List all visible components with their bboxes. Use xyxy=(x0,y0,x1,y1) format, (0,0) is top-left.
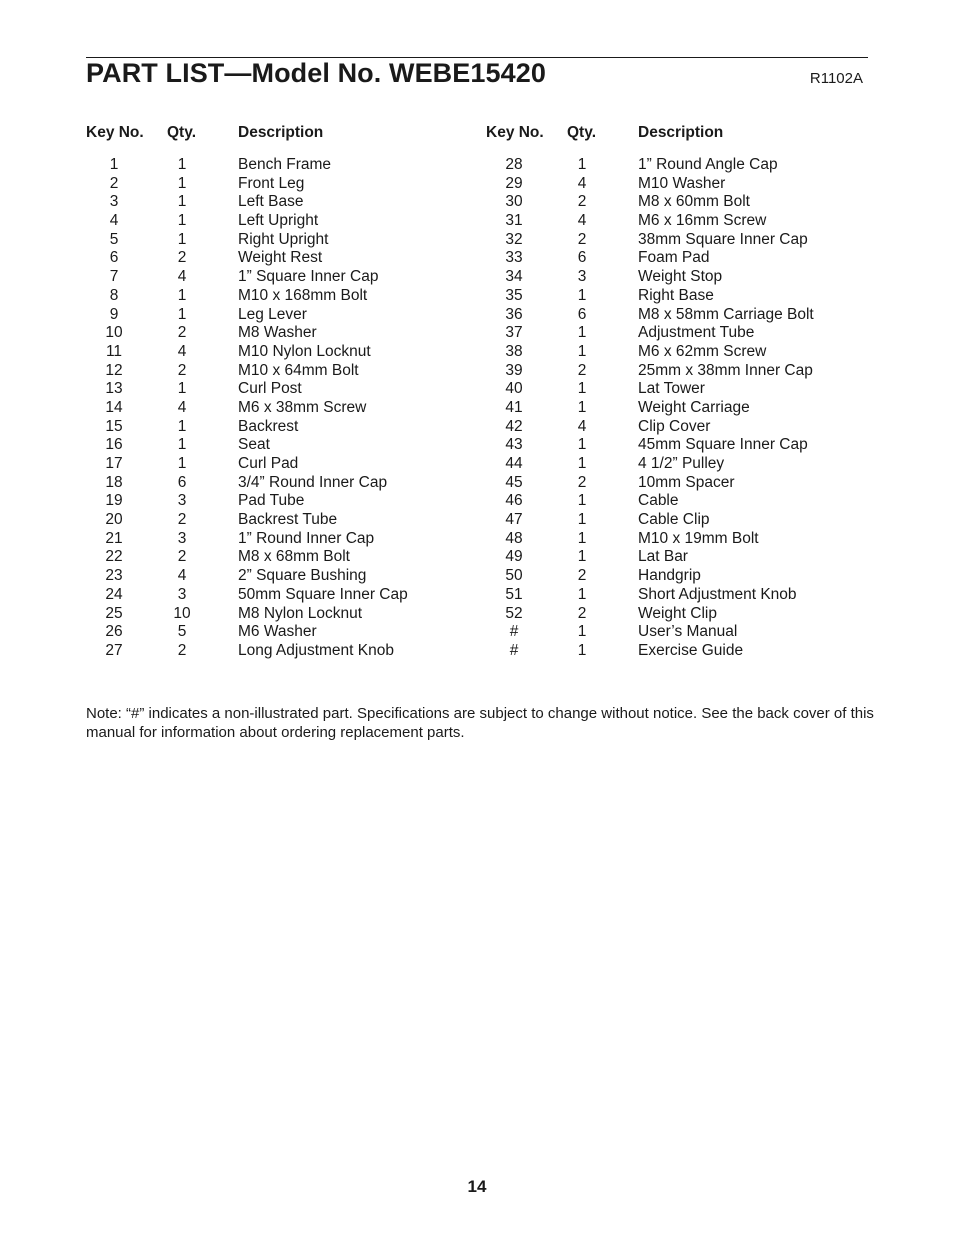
table-row xyxy=(86,492,468,511)
table-row xyxy=(486,455,868,474)
part-description: M8 x 68mm Bolt xyxy=(238,548,350,566)
page-title: PART LIST—Model No. WEBE15420 xyxy=(86,58,546,88)
part-key-no: 46 xyxy=(505,492,523,510)
part-description: Clip Cover xyxy=(638,417,711,435)
part-description: Long Adjustment Knob xyxy=(238,641,394,659)
table-row xyxy=(86,343,468,362)
part-key-no: 6 xyxy=(109,249,119,267)
part-qty: 4 xyxy=(177,398,187,416)
part-key-no: 2 xyxy=(109,174,119,192)
part-description: 1” Square Inner Cap xyxy=(238,268,379,286)
table-row xyxy=(486,418,868,437)
table-row xyxy=(486,548,868,567)
table-row xyxy=(86,362,468,381)
part-description: 50mm Square Inner Cap xyxy=(238,585,408,603)
part-key-no: 33 xyxy=(505,249,523,267)
part-key-no: 13 xyxy=(105,380,123,398)
part-qty: 1 xyxy=(177,436,187,454)
part-key-no: 7 xyxy=(109,268,119,286)
part-key-no: 29 xyxy=(505,174,523,192)
part-qty: 1 xyxy=(577,342,587,360)
part-key-no: 14 xyxy=(105,398,123,416)
table-row xyxy=(486,324,868,343)
part-key-no: 39 xyxy=(505,361,523,379)
table-row xyxy=(86,268,468,287)
part-key-no: 22 xyxy=(105,548,123,566)
table-row xyxy=(486,175,868,194)
part-description: 45mm Square Inner Cap xyxy=(638,436,808,454)
table-row xyxy=(486,511,868,530)
part-key-no: 19 xyxy=(105,492,123,510)
part-description: Leg Lever xyxy=(238,305,307,323)
part-description: Front Leg xyxy=(238,174,305,192)
part-qty: 1 xyxy=(577,641,587,659)
part-qty: 2 xyxy=(577,473,587,491)
part-qty: 1 xyxy=(177,417,187,435)
part-qty: 2 xyxy=(177,641,187,659)
part-key-no: 41 xyxy=(505,398,523,416)
part-qty: 2 xyxy=(177,249,187,267)
part-qty: 1 xyxy=(577,286,587,304)
part-description: 1” Round Inner Cap xyxy=(238,529,375,547)
table-row xyxy=(86,231,468,250)
part-key-no: 36 xyxy=(505,305,523,323)
part-key-no: 30 xyxy=(505,193,523,211)
table-row xyxy=(86,605,468,624)
part-qty: 1 xyxy=(177,156,187,173)
part-description: Weight Rest xyxy=(238,249,323,267)
table-header xyxy=(486,124,868,144)
table-header xyxy=(86,124,468,144)
table-row xyxy=(486,287,868,306)
part-qty: 1 xyxy=(577,398,587,416)
part-description: M10 x 19mm Bolt xyxy=(638,529,759,547)
table-row xyxy=(86,249,468,268)
part-description: Curl Pad xyxy=(238,455,299,472)
part-key-no: 49 xyxy=(505,548,523,566)
part-description: Lat Tower xyxy=(638,380,705,398)
part-description: Backrest xyxy=(238,417,299,435)
part-description: Weight Stop xyxy=(638,268,723,286)
table-row xyxy=(486,156,868,175)
part-description: 3/4” Round Inner Cap xyxy=(238,473,388,491)
table-row xyxy=(486,567,868,586)
part-qty: 1 xyxy=(177,230,187,248)
part-qty: 2 xyxy=(177,361,187,379)
table-row xyxy=(86,548,468,567)
part-description: Handgrip xyxy=(638,567,701,585)
table-row xyxy=(486,474,868,493)
table-row xyxy=(486,249,868,268)
part-key-no: 47 xyxy=(505,511,523,529)
part-key-no: 38 xyxy=(505,342,523,360)
part-qty: 4 xyxy=(577,212,587,230)
part-description: M8 Washer xyxy=(238,324,317,342)
part-key-no: 32 xyxy=(505,230,523,248)
part-qty: 2 xyxy=(177,548,187,566)
key-no-header: Key No. xyxy=(86,124,144,141)
part-key-no: # xyxy=(509,641,519,659)
table-row xyxy=(486,530,868,549)
qty-header: Qty. xyxy=(167,124,196,141)
part-description: Seat xyxy=(238,436,270,454)
part-description: Short Adjustment Knob xyxy=(638,585,797,603)
table-row xyxy=(486,623,868,642)
table-row xyxy=(86,642,468,661)
page-number: 14 xyxy=(467,1177,487,1196)
part-description: Curl Post xyxy=(238,380,302,398)
parts-table-left xyxy=(86,124,468,661)
part-qty: 6 xyxy=(577,249,587,267)
part-qty: 1 xyxy=(577,380,587,398)
part-key-no: 31 xyxy=(505,212,523,230)
part-qty: 6 xyxy=(577,305,587,323)
part-description: Weight Carriage xyxy=(638,398,750,416)
part-qty: 1 xyxy=(577,492,587,510)
part-description: M10 x 64mm Bolt xyxy=(238,361,359,379)
part-qty: 1 xyxy=(577,436,587,454)
part-key-no: 28 xyxy=(505,156,523,173)
part-description: M8 x 60mm Bolt xyxy=(638,193,750,211)
part-description: Right Base xyxy=(638,286,714,304)
part-qty: 2 xyxy=(577,361,587,379)
table-row xyxy=(86,306,468,325)
table-row xyxy=(486,212,868,231)
part-description: M6 Washer xyxy=(238,623,317,641)
part-key-no: 52 xyxy=(505,604,523,622)
part-description: Backrest Tube xyxy=(238,511,338,529)
qty-header: Qty. xyxy=(567,124,596,141)
part-key-no: 1 xyxy=(109,156,119,173)
part-key-no: 43 xyxy=(505,436,523,454)
part-key-no: 5 xyxy=(109,230,119,248)
description-header: Description xyxy=(238,124,324,141)
part-key-no: 40 xyxy=(505,380,523,398)
part-key-no: 27 xyxy=(105,641,123,659)
part-key-no: 24 xyxy=(105,585,123,603)
part-key-no: 17 xyxy=(105,455,123,472)
part-description: Right Upright xyxy=(238,230,329,248)
part-description: M10 Nylon Locknut xyxy=(238,342,371,360)
part-key-no: 50 xyxy=(505,567,523,585)
part-qty: 2 xyxy=(577,567,587,585)
part-description: M6 x 16mm Screw xyxy=(638,212,767,230)
table-row xyxy=(486,231,868,250)
table-row xyxy=(86,474,468,493)
part-key-no: 18 xyxy=(105,473,123,491)
part-qty: 4 xyxy=(177,567,187,585)
part-key-no: 21 xyxy=(105,529,123,547)
part-key-no: 23 xyxy=(105,567,123,585)
part-qty: 4 xyxy=(577,417,587,435)
part-key-no: 44 xyxy=(505,455,523,472)
part-qty: 1 xyxy=(177,193,187,211)
part-description: Left Upright xyxy=(238,212,319,230)
part-description: M8 x 58mm Carriage Bolt xyxy=(638,305,814,323)
part-key-no: # xyxy=(509,623,519,641)
table-row xyxy=(86,455,468,474)
part-qty: 2 xyxy=(577,604,587,622)
part-qty: 1 xyxy=(577,548,587,566)
reference-code: R1102A xyxy=(809,70,863,87)
parts-rows-left xyxy=(86,156,468,661)
part-qty: 1 xyxy=(577,511,587,529)
part-qty: 1 xyxy=(577,529,587,547)
part-qty: 2 xyxy=(577,230,587,248)
table-row xyxy=(86,324,468,343)
part-description: Weight Clip xyxy=(638,604,717,622)
part-key-no: 10 xyxy=(105,324,123,342)
table-row xyxy=(86,530,468,549)
table-row xyxy=(86,511,468,530)
table-row xyxy=(486,380,868,399)
part-description: Pad Tube xyxy=(238,492,305,510)
table-row xyxy=(486,306,868,325)
part-description: M6 x 62mm Screw xyxy=(638,342,767,360)
part-description: M8 Nylon Locknut xyxy=(238,604,363,622)
table-row xyxy=(486,399,868,418)
table-row xyxy=(86,623,468,642)
table-row xyxy=(486,586,868,605)
part-qty: 1 xyxy=(577,455,587,472)
table-row xyxy=(486,642,868,661)
table-row xyxy=(486,193,868,212)
part-qty: 2 xyxy=(577,193,587,211)
part-description: M10 Washer xyxy=(638,174,726,192)
parts-table-right xyxy=(486,124,868,661)
part-key-no: 37 xyxy=(505,324,523,342)
part-key-no: 3 xyxy=(109,193,119,211)
part-qty: 1 xyxy=(577,324,587,342)
part-qty: 1 xyxy=(177,305,187,323)
description-header: Description xyxy=(638,124,724,141)
part-qty: 3 xyxy=(577,268,587,286)
part-description: Left Base xyxy=(238,193,304,211)
part-description: 1” Round Angle Cap xyxy=(638,156,778,173)
part-description: M6 x 38mm Screw xyxy=(238,398,367,416)
table-row xyxy=(86,287,468,306)
table-row xyxy=(486,343,868,362)
part-key-no: 15 xyxy=(105,417,123,435)
table-row xyxy=(86,586,468,605)
part-key-no: 4 xyxy=(109,212,119,230)
part-qty: 3 xyxy=(177,492,187,510)
part-description: Adjustment Tube xyxy=(638,324,755,342)
part-key-no: 51 xyxy=(505,585,523,603)
part-key-no: 20 xyxy=(105,511,123,529)
part-qty: 3 xyxy=(177,585,187,603)
key-no-header: Key No. xyxy=(486,124,544,141)
part-description: User’s Manual xyxy=(638,623,738,641)
part-key-no: 25 xyxy=(105,604,123,622)
table-row xyxy=(86,212,468,231)
part-description: 10mm Spacer xyxy=(638,473,735,491)
table-row xyxy=(86,399,468,418)
part-key-no: 9 xyxy=(109,305,119,323)
part-description: Lat Bar xyxy=(638,548,688,566)
table-row xyxy=(86,175,468,194)
part-key-no: 34 xyxy=(505,268,523,286)
part-qty: 4 xyxy=(177,268,187,286)
part-qty: 1 xyxy=(177,212,187,230)
part-key-no: 26 xyxy=(105,623,123,641)
part-description: 38mm Square Inner Cap xyxy=(638,230,808,248)
footnote: Note: “#” indicates a non-illustrated part. Specifications are subject to change without notice. See the back cover of this manual for information about ordering replacement parts. xyxy=(86,705,874,741)
table-row xyxy=(486,436,868,455)
table-row xyxy=(86,418,468,437)
part-key-no: 12 xyxy=(105,361,123,379)
table-row xyxy=(486,605,868,624)
part-qty: 1 xyxy=(577,623,587,641)
part-description: Exercise Guide xyxy=(638,641,744,659)
table-row xyxy=(86,193,468,212)
part-qty: 2 xyxy=(177,511,187,529)
part-qty: 1 xyxy=(577,585,587,603)
part-description: 4 1/2” Pulley xyxy=(638,455,725,472)
part-key-no: 42 xyxy=(505,417,523,435)
part-key-no: 45 xyxy=(505,473,523,491)
part-qty: 3 xyxy=(177,529,187,547)
part-key-no: 16 xyxy=(105,436,123,454)
table-row xyxy=(86,380,468,399)
part-qty: 1 xyxy=(177,174,187,192)
table-row xyxy=(86,567,468,586)
part-description: 25mm x 38mm Inner Cap xyxy=(638,361,813,379)
part-qty: 1 xyxy=(177,286,187,304)
part-key-no: 8 xyxy=(109,286,119,304)
part-qty: 1 xyxy=(577,156,587,173)
part-description: M10 x 168mm Bolt xyxy=(238,286,368,304)
part-qty: 4 xyxy=(577,174,587,192)
part-qty: 2 xyxy=(177,324,187,342)
part-description: Cable xyxy=(638,492,679,510)
parts-rows-right xyxy=(486,156,868,661)
table-row xyxy=(86,156,468,175)
table-row xyxy=(486,362,868,381)
part-description: 2” Square Bushing xyxy=(238,567,367,585)
part-qty: 4 xyxy=(177,342,187,360)
part-qty: 6 xyxy=(177,473,187,491)
part-description: Foam Pad xyxy=(638,249,710,267)
table-row xyxy=(486,268,868,287)
part-key-no: 48 xyxy=(505,529,523,547)
part-key-no: 11 xyxy=(105,342,123,360)
part-qty: 5 xyxy=(177,623,187,641)
part-description: Bench Frame xyxy=(238,156,332,173)
part-key-no: 35 xyxy=(505,286,523,304)
part-qty: 1 xyxy=(177,380,187,398)
part-description: Cable Clip xyxy=(638,511,710,529)
table-row xyxy=(86,436,468,455)
part-qty: 10 xyxy=(173,604,191,622)
part-qty: 1 xyxy=(177,455,187,472)
table-row xyxy=(486,492,868,511)
